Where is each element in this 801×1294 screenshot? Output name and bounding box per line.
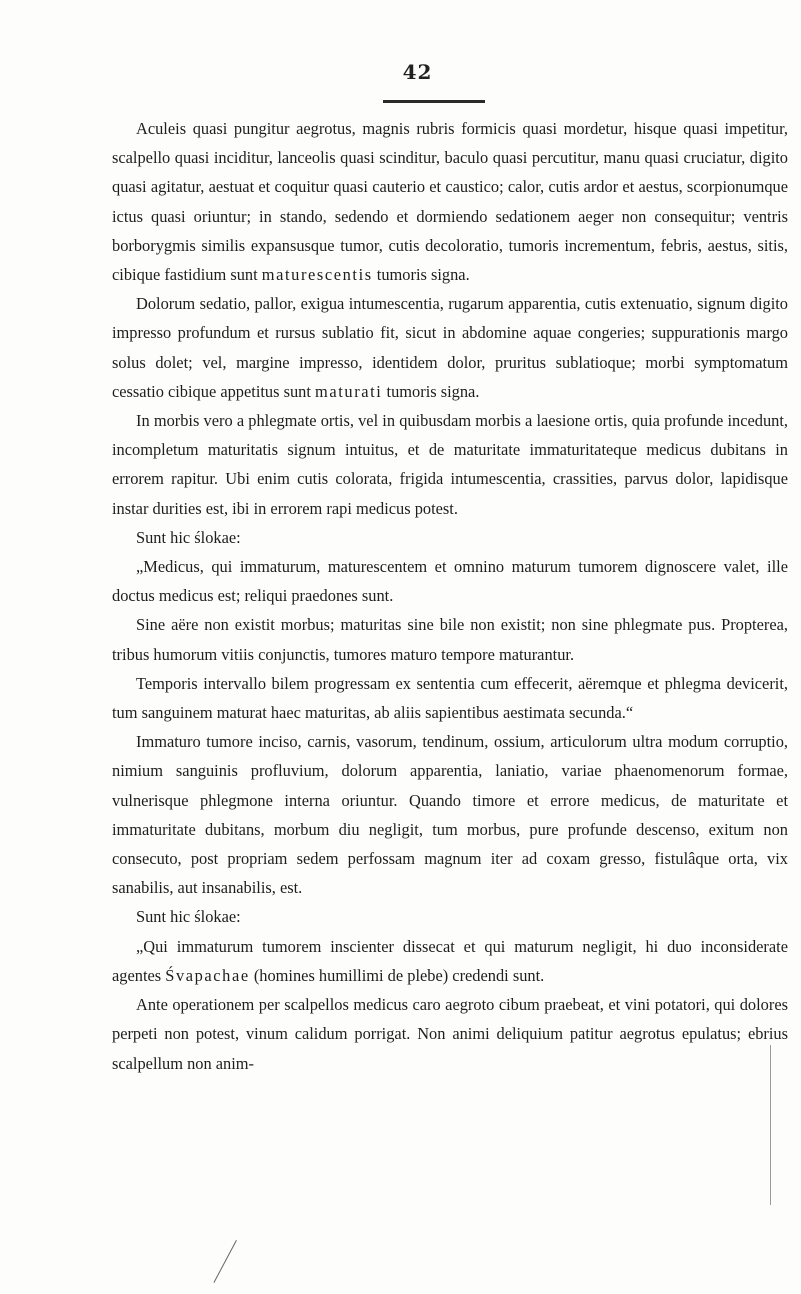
paragraph: [112, 932, 788, 990]
text-run: tumoris signa.: [372, 265, 470, 285]
paragraph: [112, 289, 788, 406]
page-number: 42: [402, 60, 433, 84]
paragraph: [112, 902, 788, 931]
paragraph: [112, 610, 788, 668]
text-run: Aculeis quasi pungitur aegrotus, magnis rubris formicis quasi mordetur, hisque quasi impetitur, scalpello quasi inciditur, lanceolis quasi scinditur, baculo quasi percutitur, manu quasi cruciatur, digito quasi agitatur, aestuat et coquitur quasi cauterio et caustico; calor, cutis ardor et aestus, scorpionumque ictus quasi oriuntur; in stando, sedendo et dormiendo sedationem aeger non consequitur; ventris borborygmis similis expansusque tumor, cutis decoloratio, tumoris incrementum, febris, aestus, sitis, cibique fastidium sunt: [112, 119, 788, 285]
text-run: In morbis vero a phlegmate ortis, vel in quibusdam morbis a laesione ortis, quia profunde incedunt, incompletum maturitatis signum intuitus, et de maturitate immaturitateque medicus dubitans in errorem rapitur. Ubi enim cutis colorata, frigida intumescentia, crassities, parvus dolor, lapidisque instar durities est, ibi in errorem rapi medicus potest.: [112, 411, 788, 518]
text-run: Sine aëre non existit morbus; maturitas sine bile non existit; non sine phlegmate pus. Propterea, tribus humorum vitiis conjunctis, tumores maturo tempore maturantur.: [112, 615, 788, 664]
text-run: Temporis intervallo bilem progressam ex sententia cum effecerit, aëremque et phlegma devicerit, tum sanguinem maturat haec maturitas, ab aliis sapientibus aestimata secunda.“: [112, 673, 788, 723]
page-header: [0, 60, 801, 84]
spaced-term: Śvapachae: [165, 965, 250, 985]
paragraph: [112, 114, 788, 289]
margin-mark: [770, 1045, 771, 1205]
paragraph: [112, 669, 788, 727]
pencil-mark: [213, 1240, 237, 1283]
header-rule: [383, 100, 485, 103]
text-run: (homines humillimi de plebe) credendi sunt.: [249, 965, 545, 985]
text-run: Immaturo tumore inciso, carnis, vasorum, tendinum, ossium, articulorum ultra modum corruptio, nimium sanguinis profluvium, dolorum apparentia, laniatio, variae phaenomenorum formae, vulnerisque phlegmone interna oriuntur. Quando timore et errore medicus, de maturitate et immaturitate dubitans, morbum diu negligit, tum morbus, pure profunde descenso, exitum non consecuto, post propriam sedem perfossam magnum iter ad coxam gresso, fistulâque orta, vix sanabilis, aut insanabilis, est.: [112, 732, 788, 898]
paragraph: [112, 990, 788, 1078]
spaced-term: maturati: [315, 381, 383, 401]
text-run: Ante operationem per scalpellos medicus caro aegroto cibum praebeat, et vini potatori, qui dolores perpeti non potest, vinum calidum porrigat. Non animi deliquium patitur aegrotus epulatus; ebrius scalpellum non anim-: [112, 995, 788, 1073]
body-text: [112, 114, 788, 1078]
text-run: Dolorum sedatio, pallor, exigua intumescentia, rugarum apparentia, cutis extenuatio, signum digito impresso profundum et rursus sublatio fit, sicut in abdomine aquae congeries; suppurationis margo solus dolet; vel, margine impresso, identidem dolor, pruritus sublatioque; morbi symptomatum cessatio cibique appetitus sunt: [112, 294, 788, 401]
spaced-term: maturescentis: [261, 265, 373, 285]
paragraph: [112, 552, 788, 610]
text-run: Sunt hic ślokae:: [136, 907, 241, 927]
text-run: tumoris signa.: [382, 381, 480, 401]
paragraph: [112, 406, 788, 523]
text-run: „Medicus, qui immaturum, maturescentem et omnino maturum tumorem dignoscere valet, ille doctus medicus est; reliqui praedones sunt.: [112, 557, 788, 606]
paragraph: [112, 727, 788, 902]
text-run: „Qui immaturum tumorem inscienter dissecat et qui maturum negligit, hi duo inconsiderate agentes: [112, 936, 788, 985]
text-run: Sunt hic ślokae:: [136, 527, 241, 547]
paragraph: [112, 523, 788, 552]
